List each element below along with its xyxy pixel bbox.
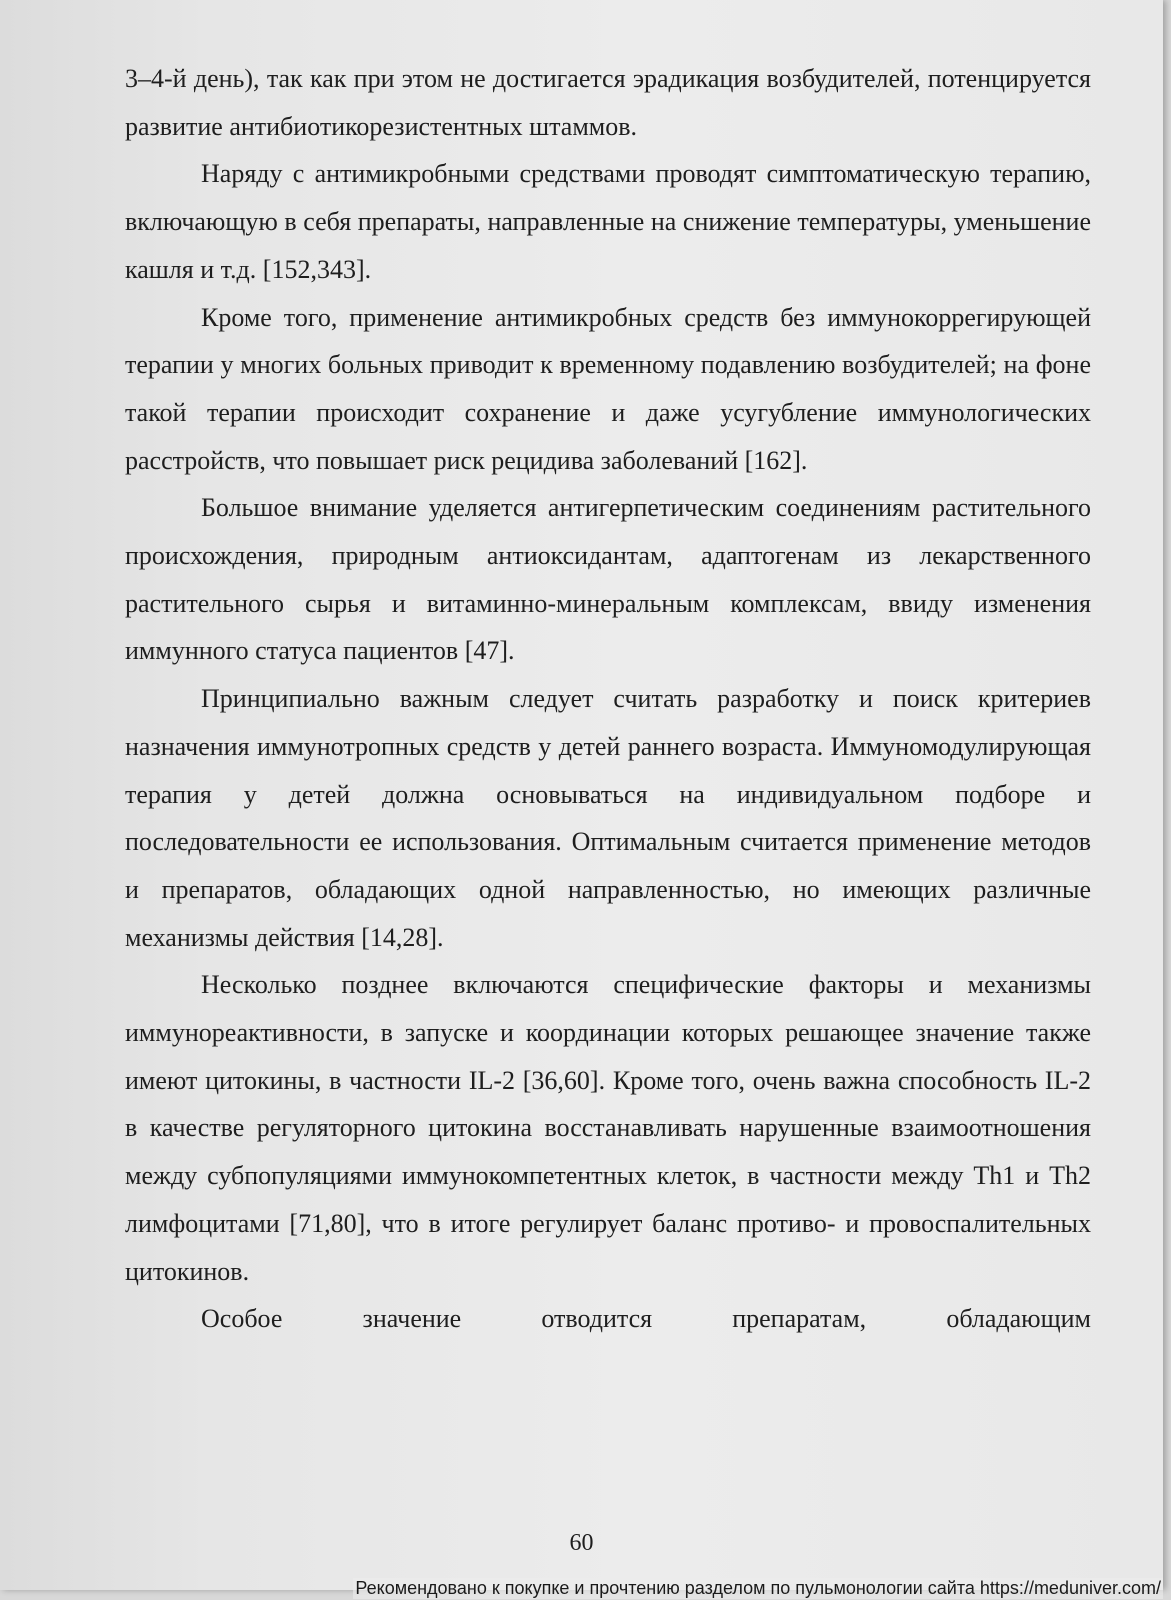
paragraph: Наряду с антимикробными средствами проводят симптоматическую терапию, включающую в себя препараты, направленные на снижение температуры, уменьшение кашля и т.д. [152,343]. — [125, 159, 1091, 284]
watermark-text: Рекомендовано к покупке и прочтению разделом по пульмонологии сайта https://meduniver.com/ — [355, 1578, 1161, 1598]
body-text — [125, 55, 1091, 1343]
paragraph: Кроме того, применение антимикробных средств без иммунокоррегирующей терапии у многих больных приводит к временному подавлению возбудителей; на фоне такой терапии происходит сохранение и даже усугубление иммунологических расстройств, что повышает риск рецидива заболеваний [162]. — [125, 302, 1091, 475]
paragraph: Большое внимание уделяется антигерпетическим соединениям растительного происхождения, природным антиоксидантам, адаптогенам из лекарственного растительного сырья и витаминно-минеральным комплексам, ввиду изменения иммунного статуса пациентов [47]. — [125, 493, 1091, 666]
paragraph: 3–4-й день), так как при этом не достигается эрадикация возбудителей, потенцируется развитие антибиотикорезистентных штаммов. — [125, 64, 1091, 141]
paragraph: Несколько позднее включаются специфические факторы и механизмы иммунореактивности, в запуске и координации которых решающее значение также имеют цитокины, в частности IL-2 [36,60]. Кроме того, очень важна способность IL-2 в качестве регуляторного цитокина восстанавливать нарушенные взаимоотношения между субпопуляциями иммунокомпетентных клеток, в частности между Th1 и Th2 лимфоцитами [71,80], что в итоге регулирует баланс противо- и провоспалительных цитокинов. — [125, 970, 1091, 1286]
page-number: 60 — [569, 1530, 594, 1556]
paragraph: Принципиально важным следует считать разработку и поиск критериев назначения иммунотропных средств у детей раннего возраста. Иммуномодулирующая терапия у детей должна основываться на индивидуальном подборе и последовательности ее использования. Оптимальным считается применение методов и препаратов, обладающих одной направленностью, но имеющих различные механизмы действия [14,28]. — [125, 684, 1091, 952]
paragraph-last: Особое значение отводится препаратам, обладающим — [201, 1304, 1091, 1334]
